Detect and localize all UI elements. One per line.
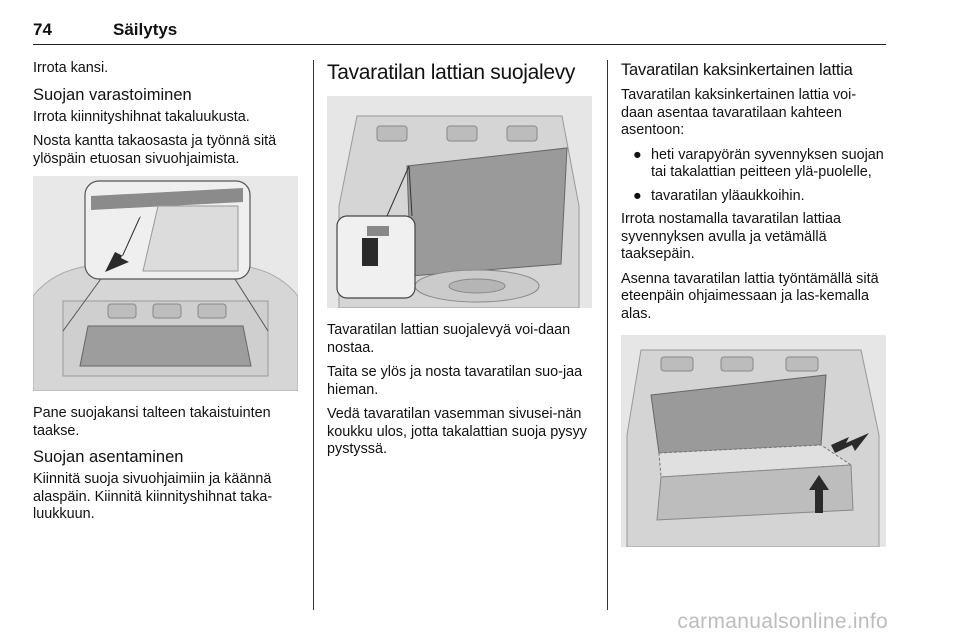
page-number: 74 bbox=[33, 20, 52, 39]
watermark: carmanualsonline.info bbox=[677, 610, 888, 633]
list-item bbox=[621, 188, 886, 206]
list-item-text: tavaratilan yläaukkoihin. bbox=[651, 187, 805, 204]
paragraph: Irrota nostamalla tavaratilan lattiaa syvennyksen avulla ja vetämällä taaksepäin. bbox=[621, 211, 841, 262]
paragraph: Tavaratilan lattian suojalevyä voi-daan nostaa. bbox=[327, 322, 571, 356]
bullet-icon: ● bbox=[633, 146, 642, 163]
paragraph: Irrota kansi. bbox=[33, 60, 109, 76]
list-item bbox=[621, 147, 886, 182]
double-floor-illustration bbox=[621, 335, 886, 547]
floor-panel-illustration bbox=[327, 96, 592, 308]
paragraph: Pane suojakansi talteen takaistuinten taakse. bbox=[33, 405, 271, 439]
paragraph: Vedä tavaratilan vasemman sivusei-nän koukku ulos, jotta takalattian suoja pysyy pystyssä. bbox=[327, 406, 587, 457]
paragraph: Asenna tavaratilan lattia työntämällä sitä eteenpäin ohjaimessaan ja las-kemalla alas. bbox=[621, 270, 879, 322]
section-title: Säilytys bbox=[113, 20, 178, 39]
paragraph: Tavaratilan kaksinkertainen lattia voi-daan asentaa tavaratilaan kahteen asentoon: bbox=[621, 87, 857, 138]
column-divider bbox=[607, 60, 608, 610]
paragraph: Kiinnitä suoja sivuohjaimiin ja käännä alaspäin. Kiinnitä kiinnityshihnat taka-luukkuun. bbox=[33, 471, 273, 522]
bullet-icon: ● bbox=[633, 187, 642, 204]
list-item-text: heti varapyörän syvennyksen suojan tai takalattian peitteen ylä-puolelle, bbox=[651, 146, 884, 180]
page-header bbox=[33, 8, 886, 45]
subheading-storage: Suojan varastoiminen bbox=[33, 85, 192, 104]
paragraph: Nosta kantta takaosasta ja työnnä sitä ylöspäin etuosan sivuohjaimista. bbox=[33, 133, 277, 167]
column-divider bbox=[313, 60, 314, 610]
column-1 bbox=[33, 60, 298, 531]
subheading-install: Suojan asentaminen bbox=[33, 448, 184, 466]
bullet-list bbox=[621, 147, 886, 206]
column-2 bbox=[327, 60, 592, 466]
section-heading: Tavaratilan kaksinkertainen lattia bbox=[621, 61, 853, 79]
cover-removal-illustration bbox=[33, 176, 298, 391]
paragraph: Taita se ylös ja nosta tavaratilan suo-jaa hieman. bbox=[327, 364, 583, 398]
column-3 bbox=[621, 60, 886, 561]
paragraph: Irrota kiinnityshihnat takaluukusta. bbox=[33, 108, 250, 125]
section-heading: Tavaratilan lattian suojalevy bbox=[327, 61, 576, 84]
